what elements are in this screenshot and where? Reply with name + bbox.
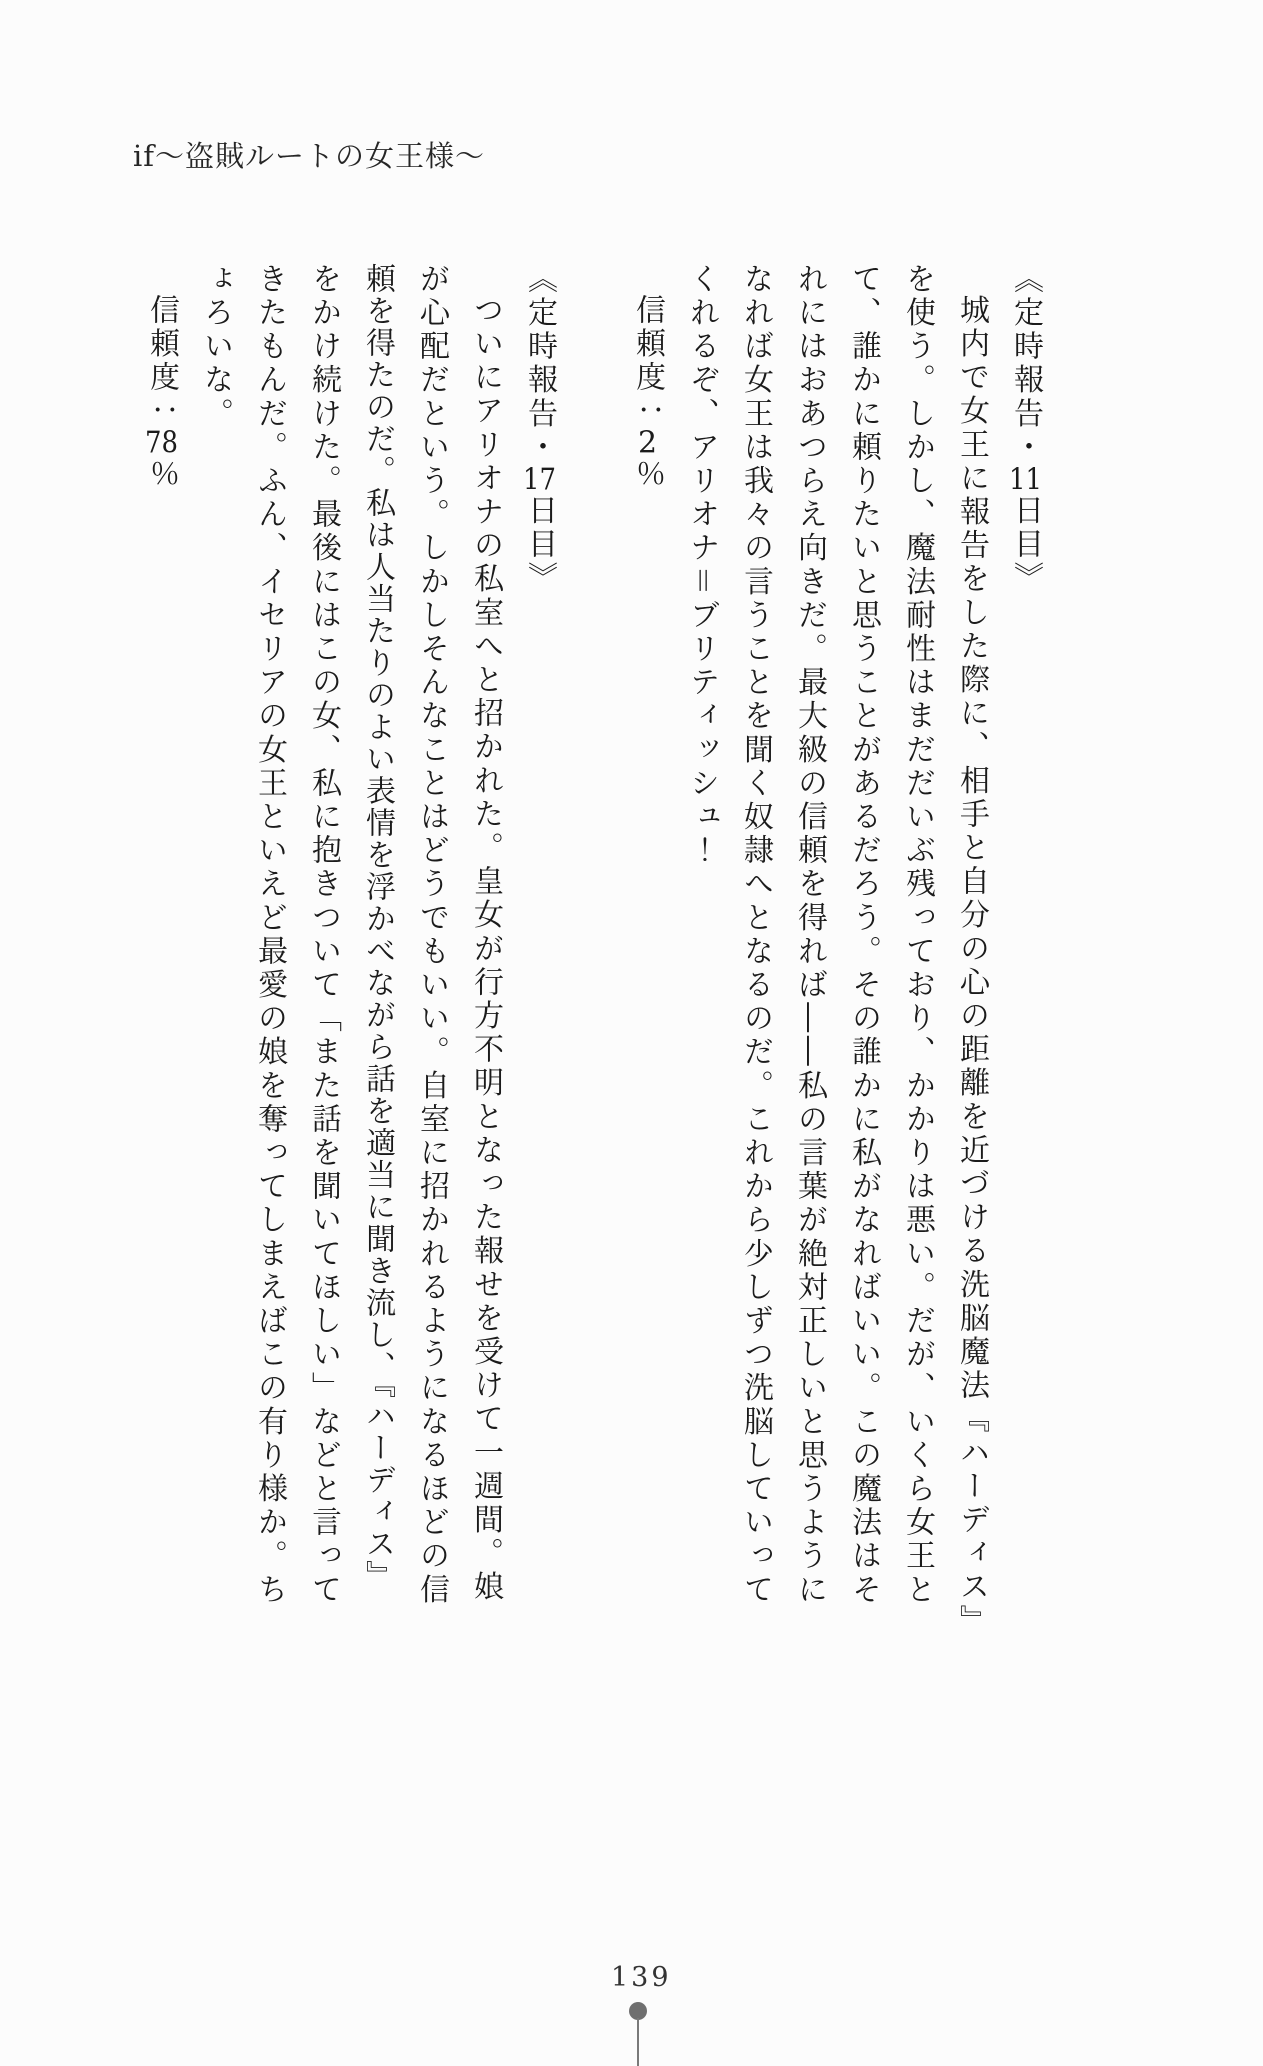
trust-label: 信頼度： — [630, 294, 665, 429]
heading-day-number: 17 — [523, 464, 556, 495]
trust-value: 78 — [145, 428, 178, 459]
report-section-day11 — [620, 263, 1052, 1663]
report-line: ょろいな。 — [198, 263, 233, 431]
heading-pre: 《定時報告・ — [522, 263, 557, 465]
report-line: 頼を得たのだ。私は人当たりのよい表情を浮かべながら話を適当に聞き流し、『ハーディス』 — [360, 263, 395, 1592]
heading-day-number: 11 — [1009, 464, 1042, 495]
report-text-block — [132, 263, 1052, 1663]
report-line: れにはおあつらえ向きだ。最大級の信頼を得れば――私の言葉が絶対正しいと思うように — [792, 263, 827, 1607]
trust-unit: ％ — [630, 458, 665, 493]
trust-value: 2 — [637, 428, 658, 459]
report-line: が心配だという。しかしそんなことはどうでもいい。自室に招かれるようになるほどの信 — [414, 263, 449, 1607]
footer-stem-line — [637, 2018, 639, 2066]
report-line: をかけ続けた。最後にはこの女、私に抱きついて「また話を聞いてほしい」などと言って — [306, 263, 341, 1607]
heading-post: 日目》 — [1008, 494, 1043, 596]
heading-post: 日目》 — [522, 494, 557, 596]
trust-level-line — [620, 263, 674, 1663]
trust-label: 信頼度： — [144, 294, 179, 429]
report-line: を使う。しかし、魔法耐性はまだだいぶ残っており、かかりは悪い。だが、いくら女王と — [900, 263, 935, 1607]
report-line: て、誰かに頼りたいと思うことがあるだろう。その誰かに私がなればいい。この魔法はそ — [846, 263, 881, 1607]
report-heading — [998, 263, 1052, 1663]
trust-unit: ％ — [144, 458, 179, 493]
running-header: if〜盗賊ルートの女王様〜 — [133, 139, 486, 173]
report-line: くれるぞ、アリオナ＝ブリティッシュ！ — [684, 263, 719, 868]
report-line: ついにアリオナの私室へと招かれた。皇女が行方不明となった報せを受けて一週間。娘 — [468, 294, 503, 1605]
heading-pre: 《定時報告・ — [1008, 263, 1043, 465]
report-line: なれば女王は我々の言うことを聞く奴隷へとなるのだ。これから少しずつ洗脳していって — [738, 263, 773, 1607]
report-heading — [512, 263, 566, 1663]
report-line: 城内で女王に報告をした際に、相手と自分の心の距離を近づける洗脳魔法『ハーディス』 — [954, 294, 989, 1638]
report-line: きたもんだ。ふん、イセリアの女王といえど最愛の娘を奪ってしまえばこの有り様か。ち — [252, 263, 287, 1607]
report-section-day17 — [134, 263, 566, 1663]
page-number: 139 — [611, 1962, 672, 1993]
trust-level-line — [134, 263, 188, 1663]
